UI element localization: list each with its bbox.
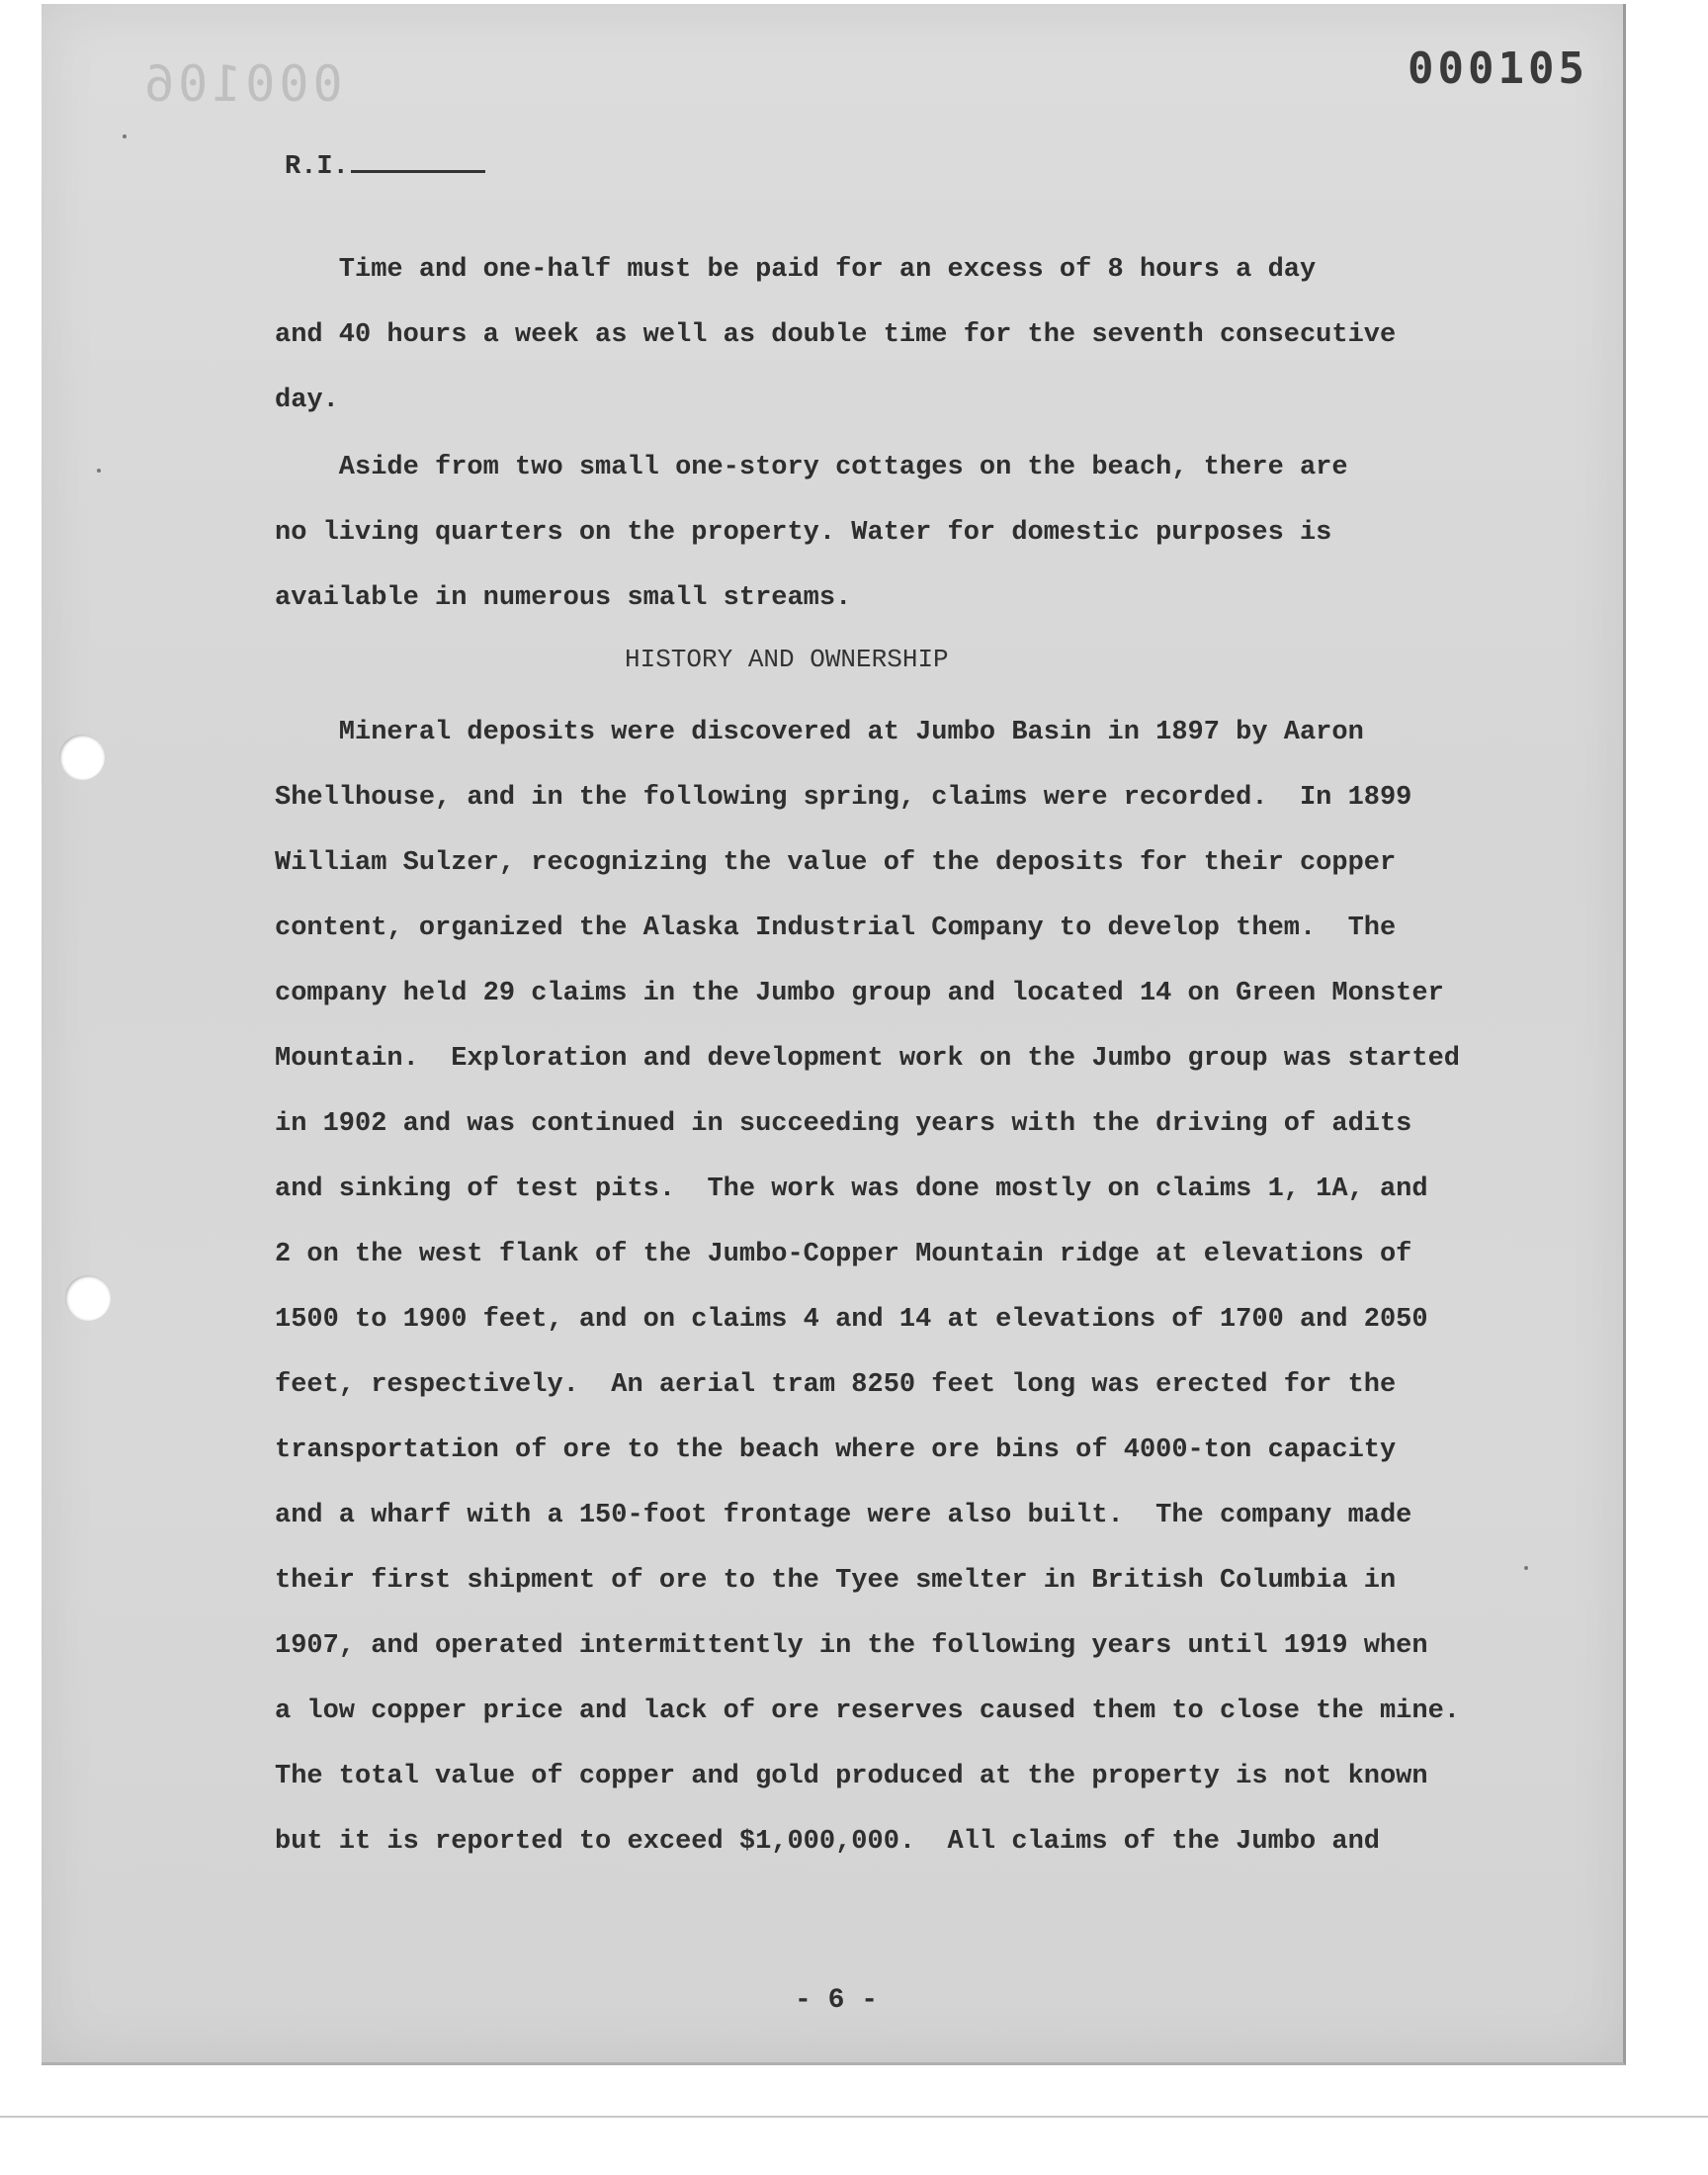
text-line: but it is reported to exceed $1,000,000. All claims of the Jumbo and: [275, 1827, 1380, 1857]
text-line: William Sulzer, recognizing the value of the deposits for their copper: [275, 848, 1397, 878]
dust-speck: [123, 134, 127, 138]
text-line: Shellhouse, and in the following spring, claims were recorded. In 1899: [275, 783, 1412, 813]
dust-speck: [97, 469, 101, 473]
paragraph-3: [275, 700, 1460, 1874]
text-line: and sinking of test pits. The work was done mostly on claims 1, 1A, and: [275, 1174, 1428, 1204]
ri-blank-line: [351, 170, 485, 173]
text-line: and 40 hours a week as well as double time for the seventh consecutive: [275, 320, 1397, 350]
paragraph-1: [275, 237, 1396, 433]
text-line: their first shipment of ore to the Tyee smelter in British Columbia in: [275, 1566, 1397, 1596]
text-line: Mineral deposits were discovered at Jumbo Basin in 1897 by Aaron: [275, 718, 1364, 747]
text-line: feet, respectively. An aerial tram 8250 feet long was erected for the: [275, 1370, 1397, 1400]
text-line: 1907, and operated intermittently in the following years until 1919 when: [275, 1631, 1428, 1661]
text-line: content, organized the Alaska Industrial Company to develop them. The: [275, 914, 1397, 943]
dust-speck: [1524, 1566, 1528, 1570]
text-line: Mountain. Exploration and development work on the Jumbo group was started: [275, 1044, 1460, 1074]
text-line: 2 on the west flank of the Jumbo-Copper Mountain ridge at elevations of: [275, 1240, 1412, 1269]
text-line: transportation of ore to the beach where ore bins of 4000-ton capacity: [275, 1436, 1397, 1465]
text-line: a low copper price and lack of ore reserves caused them to close the mine.: [275, 1696, 1460, 1726]
text-line: Aside from two small one-story cottages on the beach, there are: [275, 453, 1348, 482]
text-line: 1500 to 1900 feet, and on claims 4 and 14 at elevations of 1700 and 2050: [275, 1305, 1428, 1335]
section-heading: HISTORY AND OWNERSHIP: [625, 645, 949, 674]
paragraph-2: [275, 435, 1348, 631]
text-line: Time and one-half must be paid for an excess of 8 hours a day: [275, 255, 1317, 285]
punch-hole-upper: [59, 735, 105, 780]
text-line: The total value of copper and gold produced at the property is not known: [275, 1762, 1428, 1791]
text-line: day.: [275, 386, 339, 415]
ri-label: R.I.: [285, 152, 349, 182]
page-number: - 6 -: [795, 1985, 879, 2016]
text-line: in 1902 and was continued in succeeding years with the driving of adits: [275, 1109, 1412, 1139]
scan-edge-line: [0, 2116, 1708, 2118]
faded-bleedthrough-stamp: 000106: [140, 55, 343, 113]
punch-hole-lower: [65, 1275, 111, 1321]
page-id-stamp: 000105: [1408, 44, 1588, 94]
text-line: no living quarters on the property. Water for domestic purposes is: [275, 518, 1332, 548]
text-line: available in numerous small streams.: [275, 583, 852, 613]
text-line: company held 29 claims in the Jumbo group and located 14 on Green Monster: [275, 979, 1444, 1008]
text-line: and a wharf with a 150-foot frontage were also built. The company made: [275, 1501, 1412, 1530]
ri-field: [285, 152, 485, 182]
document-page: [42, 4, 1626, 2065]
